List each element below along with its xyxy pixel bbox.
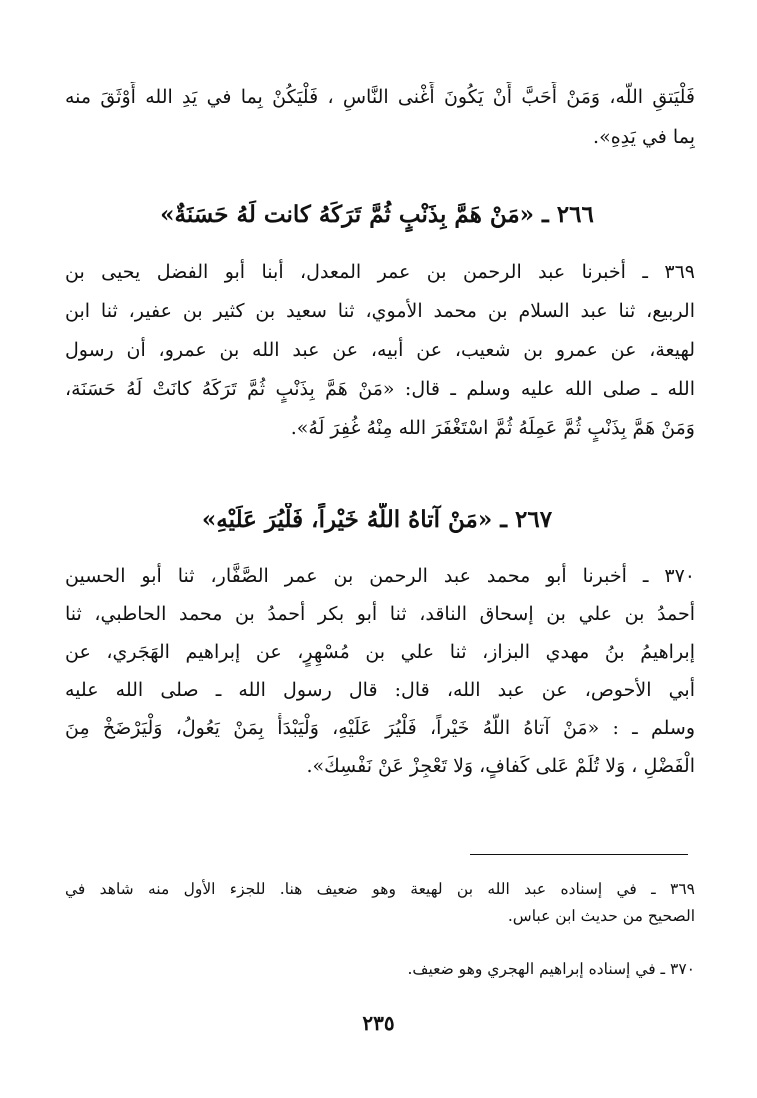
body-line: الله ـ صلى الله عليه وسلم ـ قال: «مَنْ هَمَّ بِذَنْبٍ ثُمَّ تَرَكَهُ كانَتْ لَهُ حَسَنَة، [65,378,695,400]
body-line: بِما في يَدِهِ». [593,126,695,148]
body-line: ٣٦٩ ـ أخبرنا عبد الرحمن بن عمر المعدل، أبنا أبو الفضل يحيى بن [65,261,695,283]
body-line: وسلم ـ : «مَنْ آتاهُ اللّهُ خَيْراً، فَلْيُرَ عَلَيْهِ، وَلْيَبْدَأْ بِمَنْ يَعُولُ، وَلْيَرْضَخْ مِنَ [65,717,695,739]
footnote-line: ٣٧٠ ـ في إسناده إبراهيم الهجري وهو ضعيف. [407,960,695,978]
body-line: فَلْيَتقِ اللّه، وَمَنْ أَحَبَّ أَنْ يَكُونَ أَغْنى النَّاسِ ، فَلْيَكُنْ بِما في يَدِ الله أَوْثَقَ منه [65,86,695,108]
body-line: إبراهيمُ بنُ مهدي البزاز، ثنا علي بن مُسْهِرٍ، عن إبراهيم الهَجَري، عن [65,641,695,663]
section-heading: ٢٦٧ ـ «مَنْ آتاهُ اللّهُ خَيْراً، فَلْيُرَ عَلَيْهِ» [201,506,553,533]
body-line: أبي الأحوص، عن عبد الله، قال: قال رسول الله ـ صلى الله عليه [65,679,695,701]
footnote-line: ٣٦٩ ـ في إسناده عبد الله بن لهيعة وهو ضعيف هنا. للجزء الأول منه شاهد في [65,880,695,898]
footnote-divider [470,854,688,855]
body-line: وَمَنْ هَمَّ بِذَنْبٍ ثُمَّ عَمِلَهُ ثُمَّ اسْتَغْفَرَ الله مِنْهُ غُفِرَ لَهُ». [290,417,695,439]
body-line: الْفَضْلِ ، وَلا تُلَمْ عَلى كَفافٍ، وَلا تَعْجِزْ عَنْ نَفْسِكَ». [306,755,695,777]
page-number: ٢٣٥ [362,1011,395,1035]
body-line: أحمدُ بن علي بن إسحاق الناقد، ثنا أبو بكر أحمدُ بن محمد الحاطبي، ثنا [65,603,695,625]
body-line: لهيعة، عن عمرو بن شعيب، عن أبيه، عن عبد الله بن عمرو، أن رسول [65,339,695,361]
footnote-line: الصحيح من حديث ابن عباس. [507,907,695,925]
body-line: الربيع، ثنا عبد السلام بن محمد الأموي، ثنا سعيد بن كثير بن عفير، ثنا ابن [65,300,695,322]
body-line: ٣٧٠ ـ أخبرنا أبو محمد عبد الرحمن بن عمر الصَّفَّار، ثنا أبو الحسين [65,565,695,587]
section-heading: ٢٦٦ ـ «مَنْ هَمَّ بِذَنْبٍ ثُمَّ تَرَكَهُ كانت لَهُ حَسَنَةٌ» [160,201,594,228]
